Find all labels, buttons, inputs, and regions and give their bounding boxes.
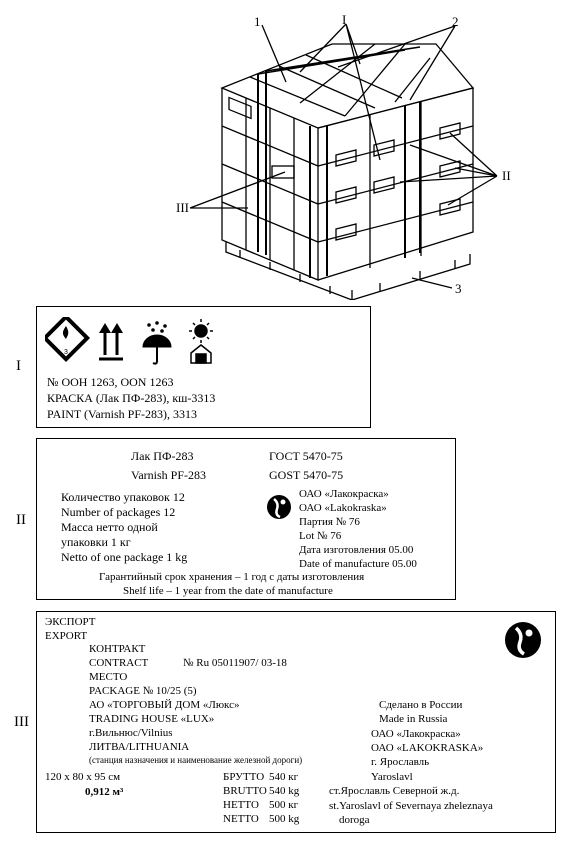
consignee-0: АО «ТОРГОВЫЙ ДОМ «Люкс» — [89, 699, 240, 711]
origin-3: ОАО «LAKOKRASKA» — [371, 742, 484, 754]
pallet-top-face — [222, 44, 473, 128]
label-II-left-1: Number of packages 12 — [61, 505, 176, 519]
contract-ru: КОНТРАКТ — [89, 643, 146, 655]
contract-number: № Ru 05011907/ 03-18 — [183, 657, 287, 669]
weight-label-0: БРУТТО — [223, 771, 265, 783]
station-1: st.Yaroslavl of Severnaya zheleznaya — [329, 800, 493, 812]
label-II-right-5: Date of manufacture 05.00 — [299, 558, 417, 570]
label-II-shelf-en: Shelf life – 1 year from the date of manufacture — [123, 585, 333, 597]
station-note: (станция назначения и наименование железной дороги) — [89, 755, 303, 765]
dimensions: 120 х 80 х 95 см — [45, 771, 121, 783]
callout-II: II — [502, 168, 511, 183]
consignee-3: ЛИТВА/LITHUANIA — [89, 741, 190, 753]
label-II-right-1: ОАО «Lakokraska» — [299, 502, 387, 514]
label-II-right-0: ОАО «Лакокраска» — [299, 488, 389, 500]
svg-text:3: 3 — [64, 349, 68, 356]
weight-value-1: 540 kg — [269, 785, 300, 797]
pallet-diagram — [0, 0, 567, 300]
origin-4: г. Ярославль — [371, 756, 430, 768]
origin-0: Сделано в России — [379, 699, 463, 711]
export-en: EXPORT — [45, 630, 88, 642]
label-II-gost-en: GOST 5470-75 — [269, 468, 344, 482]
weight-label-2: НЕТТО — [223, 799, 259, 811]
callout-3: 3 — [455, 281, 462, 296]
label-I-box — [36, 306, 371, 428]
label-I-line1: № OOH 1263, OON 1263 — [47, 375, 174, 389]
this-way-up-arrows-icon — [99, 323, 123, 359]
origin-2: ОАО «Лакокраска» — [371, 728, 461, 740]
label-II-name-ru: Лак ПФ-283 — [131, 449, 194, 463]
callout-2: 2 — [452, 14, 459, 29]
label-II-right-4: Дата изготовления 05.00 — [299, 544, 414, 556]
keep-dry-umbrella-icon — [143, 322, 171, 364]
volume: 0,912 м³ — [85, 786, 124, 798]
consignee-2: г.Вильнюс/Vilnius — [89, 727, 173, 739]
keep-away-from-heat-icon — [189, 319, 213, 363]
label-I-line3: PAINT (Varnish PF-283), 3313 — [47, 407, 198, 421]
label-II-name-en: Varnish PF-283 — [131, 468, 207, 482]
callout-1: 1 — [254, 14, 261, 29]
label-III-box — [36, 611, 556, 833]
label-II-box — [36, 438, 456, 600]
label-II-right-2: Партия № 76 — [299, 516, 360, 528]
label-II-left-2: Масса нетто одной — [61, 520, 158, 534]
label-I-marker: I — [16, 358, 21, 374]
origin-5: Yaroslavl — [371, 771, 413, 783]
flammable-liquid-hazard-icon — [45, 317, 90, 362]
company-logo-icon — [265, 493, 293, 521]
weight-value-0: 540 кг — [269, 771, 299, 783]
label-I-line2: КРАСКА (Лак ПФ-283), кш-3313 — [47, 391, 216, 405]
label-II-marker: II — [16, 512, 26, 528]
weight-value-3: 500 kg — [269, 813, 300, 825]
consignee-1: TRADING HOUSE «LUX» — [89, 713, 215, 725]
label-II-right-3: Lot № 76 — [299, 530, 342, 542]
label-II-shelf-ru: Гарантийный срок хранения – 1 год с даты изготовления — [99, 571, 365, 583]
station-0: ст.Ярославль Северной ж.д. — [329, 785, 460, 797]
weight-label-3: NETTO — [223, 813, 259, 825]
package-en: PACKAGE № 10/25 (5) — [89, 685, 197, 697]
label-II-left-3: упаковки 1 кг — [61, 535, 131, 549]
company-logo-large-icon — [503, 620, 543, 660]
label-II-gost-ru: ГОСТ 5470-75 — [269, 449, 343, 463]
contract-en: CONTRACT — [89, 657, 149, 669]
origin-1: Made in Russia — [379, 713, 448, 725]
weight-label-1: BRUTTO — [223, 785, 267, 797]
label-II-left-0: Количество упаковок 12 — [61, 490, 185, 504]
label-III-marker: III — [14, 714, 29, 730]
callout-III: III — [176, 200, 189, 215]
package-ru: МЕСТО — [89, 671, 128, 683]
export-ru: ЭКСПОРТ — [45, 616, 96, 628]
station-2: doroga — [339, 814, 370, 826]
weight-value-2: 500 кг — [269, 799, 299, 811]
label-II-left-4: Netto of one package 1 kg — [61, 550, 188, 564]
callout-I: I — [342, 12, 347, 27]
